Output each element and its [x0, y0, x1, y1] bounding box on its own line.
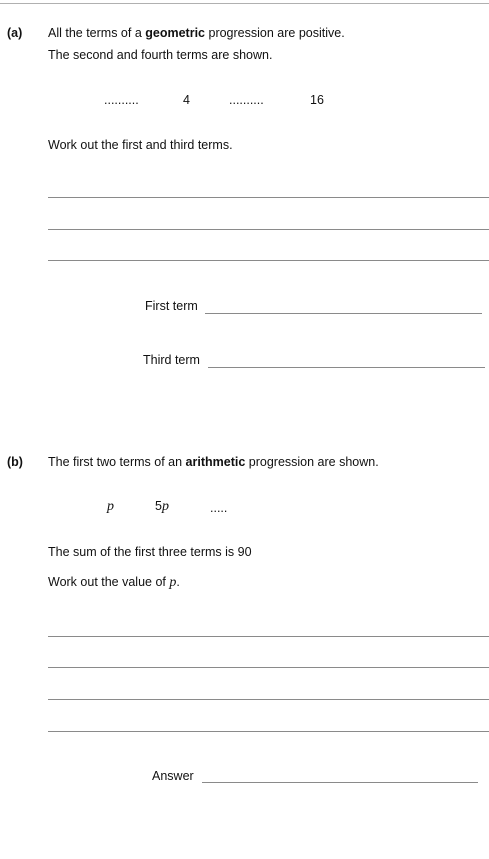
ap-term-2 — [155, 499, 169, 515]
part-a-intro-line — [48, 26, 345, 40]
sequence-term-1: .......... — [104, 93, 139, 107]
top-divider — [0, 3, 489, 4]
part-b-working-line-4[interactable] — [48, 731, 489, 732]
part-b-label: (b) — [7, 455, 23, 469]
part-a-working-line-3[interactable] — [48, 260, 489, 261]
ap-term-1: p — [107, 499, 114, 514]
part-b-question-post: . — [176, 575, 180, 589]
answer-line[interactable] — [202, 782, 478, 783]
part-b-sum-statement: The sum of the first three terms is 90 — [48, 545, 252, 559]
third-term-answer-line[interactable] — [208, 367, 485, 368]
part-a-question: Work out the first and third terms. — [48, 138, 233, 152]
part-b-working-line-2[interactable] — [48, 667, 489, 668]
part-a-intro-pre: All the terms of a — [48, 26, 146, 40]
sequence-term-4: 16 — [310, 93, 324, 107]
answer-label: Answer — [152, 769, 194, 783]
part-b-intro-pre: The first two terms of an — [48, 455, 186, 469]
part-b-keyword: arithmetic — [185, 455, 246, 469]
part-a-working-line-2[interactable] — [48, 229, 489, 230]
part-b-question-variable: p — [169, 575, 177, 590]
part-a-working-line-1[interactable] — [48, 197, 489, 198]
ap-term-3: ..... — [210, 501, 228, 515]
part-b-working-line-1[interactable] — [48, 636, 489, 637]
sequence-term-3: .......... — [229, 93, 264, 107]
part-a-label: (a) — [7, 26, 23, 40]
part-b-intro-post: progression are shown. — [245, 455, 379, 469]
part-b-question-pre: Work out the value of — [48, 575, 170, 589]
ap-term-2-coefficient: 5 — [155, 499, 162, 513]
part-a-keyword: geometric — [145, 26, 206, 40]
part-a-second-line: The second and fourth terms are shown. — [48, 48, 273, 62]
third-term-label: Third term — [143, 353, 200, 367]
first-term-answer-line[interactable] — [205, 313, 482, 314]
part-b-working-line-3[interactable] — [48, 699, 489, 700]
part-a-intro-post: progression are positive. — [205, 26, 345, 40]
sequence-term-2: 4 — [183, 93, 190, 107]
first-term-label: First term — [145, 299, 198, 313]
part-b-question — [48, 575, 180, 591]
part-b-intro-line — [48, 455, 379, 469]
ap-term-2-variable: p — [161, 499, 169, 514]
